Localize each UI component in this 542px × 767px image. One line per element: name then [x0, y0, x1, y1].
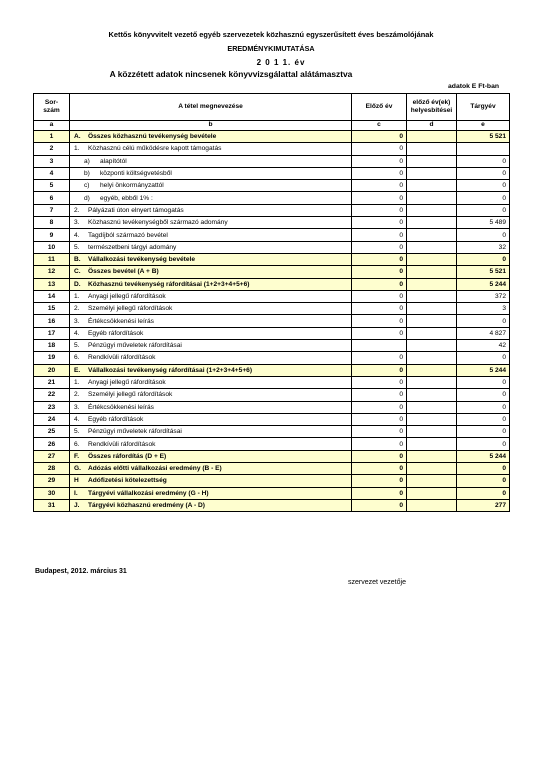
cell-corr — [407, 241, 457, 253]
col-header-item: A tétel megnevezése — [70, 94, 352, 121]
row-number: 9 — [34, 229, 70, 241]
table-row — [34, 155, 510, 167]
col-header-corr: előző év(ek) helyesbítései — [407, 94, 457, 121]
row-marker: 5. — [74, 428, 80, 436]
row-label-cell — [70, 364, 352, 376]
row-label: Személyi jellegű ráfordítások — [88, 391, 173, 399]
row-number: 29 — [34, 475, 70, 487]
row-label: Összes ráfordítás (D + E) — [88, 452, 167, 460]
table-row — [34, 315, 510, 327]
table-row — [34, 376, 510, 388]
cell-prev: 0 — [352, 290, 407, 302]
table-row — [34, 352, 510, 364]
row-label: Vállalkozási tevékenység ráfordításai (1+2+3+4+5+6) — [88, 366, 253, 374]
cell-curr: 0 — [457, 192, 510, 204]
cell-prev: 0 — [352, 192, 407, 204]
cell-prev: 0 — [352, 180, 407, 192]
row-label-cell — [70, 253, 352, 265]
cell-corr — [407, 327, 457, 339]
row-number: 2 — [34, 143, 70, 155]
cell-curr: 0 — [457, 401, 510, 413]
row-number: 11 — [34, 253, 70, 265]
cell-prev: 0 — [352, 475, 407, 487]
row-number: 27 — [34, 450, 70, 462]
cell-corr — [407, 450, 457, 462]
col-letter: e — [457, 121, 510, 131]
table-row — [34, 266, 510, 278]
table-row — [34, 229, 510, 241]
row-number: 15 — [34, 303, 70, 315]
row-label-cell — [70, 192, 352, 204]
row-marker: E. — [74, 366, 81, 374]
row-number: 26 — [34, 438, 70, 450]
cell-corr — [407, 278, 457, 290]
row-number: 16 — [34, 315, 70, 327]
cell-corr — [407, 315, 457, 327]
row-marker: 2. — [74, 391, 80, 399]
row-marker: 4. — [74, 415, 80, 423]
row-label-cell — [70, 499, 352, 511]
row-label-cell — [70, 463, 352, 475]
cell-corr — [407, 229, 457, 241]
row-marker: 2. — [74, 206, 80, 214]
cell-curr: 0 — [457, 167, 510, 179]
cell-curr: 5 521 — [457, 131, 510, 143]
row-label-cell — [70, 266, 352, 278]
cell-corr — [407, 413, 457, 425]
row-label: Összes bevétel (A + B) — [88, 268, 159, 276]
cell-prev: 0 — [352, 327, 407, 339]
row-marker: b) — [84, 170, 90, 178]
row-label-cell — [70, 389, 352, 401]
cell-prev: 0 — [352, 352, 407, 364]
table-row — [34, 401, 510, 413]
row-marker: 3. — [74, 219, 80, 227]
row-marker: 1. — [74, 293, 80, 300]
row-marker: J. — [74, 502, 80, 510]
table-row — [34, 204, 510, 216]
row-marker: 6. — [74, 354, 80, 362]
cell-curr: 3 — [457, 303, 510, 315]
row-label: Pályázati úton elnyert támogatás — [88, 206, 184, 214]
row-label-cell — [70, 438, 352, 450]
row-label-cell — [70, 143, 352, 155]
col-letter: d — [407, 121, 457, 131]
table-row — [34, 487, 510, 499]
row-marker: c) — [84, 182, 90, 190]
cell-prev: 0 — [352, 241, 407, 253]
footer-signature: szervezet vezetője — [348, 579, 406, 586]
cell-corr — [407, 253, 457, 265]
row-marker: 1. — [74, 145, 80, 153]
table-row — [34, 364, 510, 376]
row-marker: 4. — [74, 231, 80, 239]
cell-prev: 0 — [352, 131, 407, 143]
table-row — [34, 327, 510, 339]
cell-prev: 0 — [352, 278, 407, 290]
table-row — [34, 143, 510, 155]
table-row — [34, 475, 510, 487]
row-label-cell — [70, 327, 352, 339]
table-row — [34, 241, 510, 253]
cell-curr: 0 — [457, 438, 510, 450]
cell-prev: 0 — [352, 438, 407, 450]
cell-curr: 0 — [457, 229, 510, 241]
row-marker: 4. — [74, 329, 80, 337]
row-label-cell — [70, 376, 352, 388]
row-label-cell — [70, 475, 352, 487]
cell-corr — [407, 266, 457, 278]
row-number: 12 — [34, 266, 70, 278]
cell-curr: 5 244 — [457, 278, 510, 290]
cell-curr: 0 — [457, 389, 510, 401]
row-label: központi költségvetésből — [100, 170, 172, 178]
row-marker: C. — [74, 268, 81, 276]
row-label-cell — [70, 167, 352, 179]
cell-prev: 0 — [352, 167, 407, 179]
table-row — [34, 131, 510, 143]
row-label: Személyi jellegű ráfordítások — [88, 305, 173, 313]
cell-curr — [457, 143, 510, 155]
cell-prev: 0 — [352, 499, 407, 511]
cell-curr: 42 — [457, 340, 510, 352]
row-label: természetbeni tárgyi adomány — [88, 243, 177, 251]
table-row — [34, 340, 510, 352]
row-marker: D. — [74, 280, 81, 288]
row-label: Értékcsökkenési leírás — [88, 317, 154, 325]
cell-corr — [407, 155, 457, 167]
col-letter: a — [34, 121, 70, 131]
table-row — [34, 499, 510, 511]
row-marker: A. — [74, 133, 81, 141]
row-number: 19 — [34, 352, 70, 364]
row-label-cell — [70, 290, 352, 302]
cell-corr — [407, 364, 457, 376]
cell-curr: 0 — [457, 352, 510, 364]
cell-curr: 0 — [457, 180, 510, 192]
cell-corr — [407, 131, 457, 143]
cell-corr — [407, 180, 457, 192]
row-label: Vállalkozási tevékenység bevétele — [88, 256, 196, 264]
report-title-line: Kettős könyvvitelt vezető egyéb szervezetek közhasznú egyszerűsített éves beszámolójának — [108, 30, 434, 39]
table-row — [34, 278, 510, 290]
col-letter: b — [70, 121, 352, 131]
cell-prev: 0 — [352, 204, 407, 216]
cell-prev: 0 — [352, 487, 407, 499]
row-marker: I. — [74, 489, 78, 497]
row-label: Tagdíjból származó bevétel — [88, 231, 168, 239]
cell-corr — [407, 401, 457, 413]
row-number: 8 — [34, 217, 70, 229]
cell-corr — [407, 290, 457, 302]
cell-prev: 0 — [352, 364, 407, 376]
row-marker: F. — [74, 452, 80, 460]
table-row — [34, 217, 510, 229]
row-label: Közhasznú tevékenység ráfordításai (1+2+3+4+5+6) — [88, 280, 250, 288]
row-label-cell — [70, 426, 352, 438]
table-row — [34, 192, 510, 204]
col-letter: c — [352, 121, 407, 131]
cell-curr: 0 — [457, 376, 510, 388]
row-label: Közhasznú célú működésre kapott támogatás — [88, 145, 222, 153]
cell-curr: 0 — [457, 204, 510, 216]
row-label: Rendkívüli ráfordítások — [88, 440, 156, 448]
cell-prev: 0 — [352, 389, 407, 401]
table-row — [34, 389, 510, 401]
row-number: 25 — [34, 426, 70, 438]
row-label: Adófizetési kötelezettség — [88, 477, 167, 485]
table-row — [34, 413, 510, 425]
row-number: 6 — [34, 192, 70, 204]
row-number: 20 — [34, 364, 70, 376]
row-label-cell — [70, 352, 352, 364]
cell-curr: 5 489 — [457, 217, 510, 229]
cell-curr: 372 — [457, 290, 510, 302]
row-label-cell — [70, 340, 352, 352]
row-label-cell — [70, 229, 352, 241]
row-label: Tárgyévi vállalkozási eredmény (G - H) — [88, 489, 209, 497]
row-marker: 5. — [74, 243, 80, 251]
row-label: Pénzügyi műveletek ráfordításai — [88, 342, 182, 350]
unit-label: adatok E Ft-ban — [448, 83, 499, 90]
cell-prev: 0 — [352, 401, 407, 413]
cell-curr: 4 827 — [457, 327, 510, 339]
cell-prev: 0 — [352, 463, 407, 475]
cell-prev: 0 — [352, 450, 407, 462]
row-marker: 3. — [74, 403, 80, 411]
cell-prev: 0 — [352, 426, 407, 438]
row-number: 22 — [34, 389, 70, 401]
row-marker: H — [74, 477, 79, 485]
cell-corr — [407, 192, 457, 204]
row-number: 14 — [34, 290, 70, 302]
cell-prev: 0 — [352, 315, 407, 327]
cell-curr: 5 244 — [457, 364, 510, 376]
cell-prev: 0 — [352, 253, 407, 265]
cell-corr — [407, 204, 457, 216]
table-row — [34, 303, 510, 315]
row-marker: G. — [74, 465, 81, 473]
row-label: Közhasznú tevékenységből származó adomány — [88, 219, 228, 227]
row-number: 3 — [34, 155, 70, 167]
cell-curr: 32 — [457, 241, 510, 253]
cell-prev: 0 — [352, 303, 407, 315]
cell-corr — [407, 389, 457, 401]
row-number: 24 — [34, 413, 70, 425]
row-label: Összes közhasznú tevékenység bevétele — [88, 133, 217, 141]
cell-curr: 0 — [457, 315, 510, 327]
row-label-cell — [70, 303, 352, 315]
audit-note: A közzétett adatok nincsenek könyvvizsgálattal alátámasztva — [109, 69, 353, 79]
cell-corr — [407, 487, 457, 499]
row-label: Anyagi jellegű ráfordítások — [88, 379, 166, 387]
row-label: Adózás előtti vállalkozási eredmény (B - E) — [88, 465, 222, 473]
row-marker: 2. — [74, 305, 80, 313]
row-number: 28 — [34, 463, 70, 475]
row-label: egyéb, ebből 1% : — [100, 194, 153, 202]
row-number: 23 — [34, 401, 70, 413]
cell-prev: 0 — [352, 413, 407, 425]
row-label-cell — [70, 401, 352, 413]
row-label: Anyagi jellegű ráfordítások — [88, 293, 166, 300]
row-marker: 6. — [74, 440, 80, 448]
cell-curr: 0 — [457, 487, 510, 499]
table-row — [34, 450, 510, 462]
cell-corr — [407, 463, 457, 475]
row-label: Tárgyévi közhasznú eredmény (A - D) — [88, 502, 206, 510]
row-label: alapítótól — [100, 157, 127, 165]
cell-corr — [407, 167, 457, 179]
row-label-cell — [70, 315, 352, 327]
row-label: helyi önkormányzattól — [100, 182, 164, 190]
row-label-cell — [70, 131, 352, 143]
table-row — [34, 253, 510, 265]
table-row — [34, 463, 510, 475]
cell-prev: 0 — [352, 217, 407, 229]
row-label-cell — [70, 155, 352, 167]
cell-prev — [352, 340, 407, 352]
row-marker: d) — [84, 194, 90, 202]
row-label-cell — [70, 241, 352, 253]
cell-prev: 0 — [352, 229, 407, 241]
cell-corr — [407, 426, 457, 438]
cell-prev: 0 — [352, 143, 407, 155]
cell-curr: 277 — [457, 499, 510, 511]
row-number: 18 — [34, 340, 70, 352]
row-number: 21 — [34, 376, 70, 388]
cell-curr: 5 244 — [457, 450, 510, 462]
row-marker: B. — [74, 256, 81, 264]
col-header-prev: Előző év — [352, 94, 407, 121]
footer-date: Budapest, 2012. március 31 — [35, 568, 127, 575]
cell-curr: 0 — [457, 475, 510, 487]
row-label-cell — [70, 217, 352, 229]
row-marker: 1. — [74, 379, 80, 387]
row-label: Egyéb ráfordítások — [88, 415, 144, 423]
row-number: 1 — [34, 131, 70, 143]
row-number: 10 — [34, 241, 70, 253]
row-label-cell — [70, 487, 352, 499]
row-marker: a) — [84, 157, 90, 165]
cell-prev: 0 — [352, 155, 407, 167]
table-row — [34, 426, 510, 438]
row-label-cell — [70, 450, 352, 462]
cell-corr — [407, 499, 457, 511]
row-number: 30 — [34, 487, 70, 499]
cell-curr: 5 521 — [457, 266, 510, 278]
row-number: 31 — [34, 499, 70, 511]
cell-prev: 0 — [352, 376, 407, 388]
row-marker: 5. — [74, 342, 80, 350]
cell-corr — [407, 376, 457, 388]
row-number: 13 — [34, 278, 70, 290]
table-row — [34, 290, 510, 302]
cell-corr — [407, 303, 457, 315]
report-title: EREDMÉNYKIMUTATÁSA — [227, 44, 315, 53]
row-label: Egyéb ráfordítások — [88, 329, 144, 337]
income-statement-table — [33, 93, 510, 512]
row-label-cell — [70, 180, 352, 192]
cell-curr: 0 — [457, 426, 510, 438]
cell-curr: 0 — [457, 413, 510, 425]
row-label: Rendkívüli ráfordítások — [88, 354, 156, 362]
row-label-cell — [70, 413, 352, 425]
row-label: Értékcsökkenési leírás — [88, 403, 154, 411]
table-row — [34, 180, 510, 192]
report-year: 2 0 1 1. év — [256, 58, 306, 67]
row-label: Pénzügyi műveletek ráfordításai — [88, 428, 182, 436]
cell-prev: 0 — [352, 266, 407, 278]
row-label-cell — [70, 278, 352, 290]
cell-corr — [407, 143, 457, 155]
cell-corr — [407, 475, 457, 487]
row-label-cell — [70, 204, 352, 216]
row-number: 17 — [34, 327, 70, 339]
row-marker: 3. — [74, 317, 80, 325]
cell-corr — [407, 217, 457, 229]
row-number: 5 — [34, 180, 70, 192]
cell-corr — [407, 352, 457, 364]
cell-corr — [407, 340, 457, 352]
cell-corr — [407, 438, 457, 450]
cell-curr: 0 — [457, 463, 510, 475]
cell-curr: 0 — [457, 155, 510, 167]
row-number: 4 — [34, 167, 70, 179]
col-header-num: Sor- szám — [34, 94, 70, 121]
row-number: 7 — [34, 204, 70, 216]
cell-curr: 0 — [457, 253, 510, 265]
table-row — [34, 167, 510, 179]
col-header-curr: Tárgyév — [457, 94, 510, 121]
table-row — [34, 438, 510, 450]
